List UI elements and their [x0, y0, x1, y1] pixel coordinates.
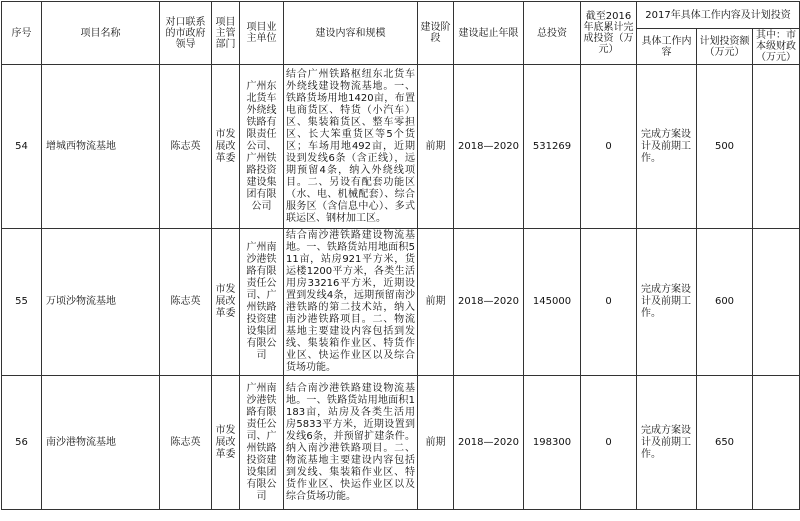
cell-owner: 广州南沙港铁路有限责任公司、广州铁路投资建设集团有限公司 [240, 229, 284, 376]
cell-project-name: 南沙港物流基地 [42, 376, 160, 510]
header-city-fiscal: 其中：市本级财政（万元） [753, 29, 800, 65]
header-owner: 项目业主单位 [240, 2, 284, 65]
cell-dept: 市发展改革委 [212, 65, 240, 229]
cell-work: 完成方案设计及前期工作。 [637, 376, 697, 510]
cell-seq: 56 [2, 376, 42, 510]
cell-dept: 市发展改革委 [212, 229, 240, 376]
header-leader: 对口联系的市政府领导 [160, 2, 212, 65]
cell-project-name: 增城西物流基地 [42, 65, 160, 229]
cell-city-fiscal [753, 65, 800, 229]
cell-stage: 前期 [418, 65, 454, 229]
cell-total: 145000 [524, 229, 581, 376]
cell-cumulative: 0 [581, 65, 637, 229]
cell-plan-amount: 600 [697, 229, 753, 376]
header-stage: 建设阶段 [418, 2, 454, 65]
cell-total: 531269 [524, 65, 581, 229]
cell-total: 198300 [524, 376, 581, 510]
cell-city-fiscal [753, 229, 800, 376]
cell-city-fiscal [753, 376, 800, 510]
cell-owner: 广州南沙港铁路有限责任公司、广州铁路投资建设集团有限公司 [240, 376, 284, 510]
cell-leader: 陈志英 [160, 229, 212, 376]
cell-seq: 55 [2, 229, 42, 376]
header-work: 具体工作内容 [637, 29, 697, 65]
header-period: 建设起止年限 [454, 2, 524, 65]
header-total: 总投资 [524, 2, 581, 65]
cell-owner: 广州东北货车外绕线铁路有限责任公司、广州铁路投资建设集团有限公司 [240, 65, 284, 229]
cell-stage: 前期 [418, 376, 454, 510]
cell-period: 2018—2020 [454, 65, 524, 229]
header-cumulative: 截至2016年底累计完成投资（万元） [581, 2, 637, 65]
cell-cumulative: 0 [581, 229, 637, 376]
header-content: 建设内容和规模 [284, 2, 418, 65]
header-plan-2017: 2017年具体工作内容及计划投资 [637, 2, 800, 29]
header-row [2, 2, 800, 29]
header-plan-amount: 计划投资额（万元） [697, 29, 753, 65]
cell-content: 结合南沙港铁路建设物流基地。一、铁路货站用地面积511亩，站房921平方米，货运楼1200平方米，各类生活用房33216平方米，近期设置到发线4条，远期预留南沙港铁路的第二技术站，纳入南沙港铁路项目。二、物流基地主要建设内容包括到发线、集装箱作业区、特货作业区、快运作业区以及综合货场功能。 [284, 229, 418, 376]
table-row [2, 65, 800, 229]
cell-plan-amount: 500 [697, 65, 753, 229]
cell-content: 结合广州铁路枢纽东北货车外绕线建设物流基地。一、铁路货场用地1420亩，布置电商货区、特货（小汽车）区、集装箱货区、整车零担区、长大笨重货区等5个货区；车场用地492亩，近期设到发线6条（含正线），远期预留4条，纳入外绕线项目。二、另设有配套功能区（水、电、机械配套）、综合服务区（含信息中心）、多式联运区、钢材加工区。 [284, 65, 418, 229]
header-seq: 序号 [2, 2, 42, 65]
cell-period: 2018—2020 [454, 376, 524, 510]
cell-plan-amount: 650 [697, 376, 753, 510]
table-row [2, 229, 800, 376]
cell-project-name: 万顷沙物流基地 [42, 229, 160, 376]
table-row [2, 376, 800, 510]
project-table [1, 1, 800, 510]
cell-seq: 54 [2, 65, 42, 229]
cell-cumulative: 0 [581, 376, 637, 510]
cell-dept: 市发展改革委 [212, 376, 240, 510]
cell-content: 结合南沙港铁路建设物流基地。一、铁路货站用地面积1183亩，站房及各类生活用房5833平方米，近期设置到发线6条，并预留扩建条件。纳入南沙港铁路项目。二、物流基地主要建设内容包括到发线、集装箱作业区、特货作业区、快运作业区以及综合货场功能。 [284, 376, 418, 510]
cell-leader: 陈志英 [160, 376, 212, 510]
cell-leader: 陈志英 [160, 65, 212, 229]
cell-stage: 前期 [418, 229, 454, 376]
cell-work: 完成方案设计及前期工作。 [637, 65, 697, 229]
cell-period: 2018—2020 [454, 229, 524, 376]
cell-work: 完成方案设计及前期工作。 [637, 229, 697, 376]
header-project-name: 项目名称 [42, 2, 160, 65]
header-dept: 项目主管部门 [212, 2, 240, 65]
